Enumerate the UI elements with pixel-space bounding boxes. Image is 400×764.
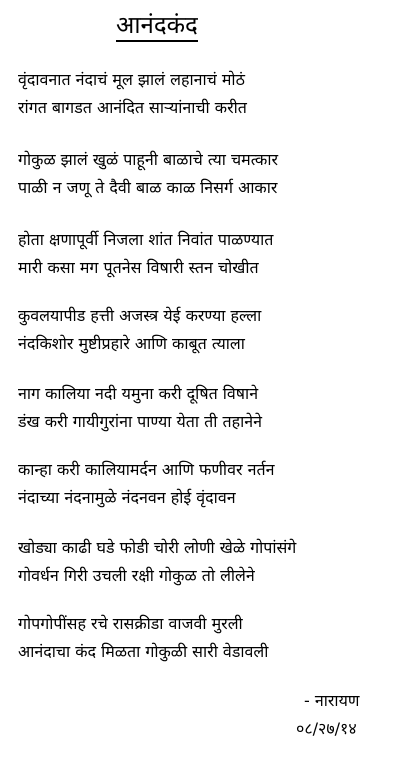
poem-line: नंदाच्या नंदनामुळे नंदनवन होई वृंदावन <box>18 488 236 507</box>
stanza-2 <box>18 146 388 202</box>
poem-line: डंख करी गायीगुरांना पाण्या येता ती तहानेने <box>18 412 263 431</box>
stanza-8 <box>18 610 388 666</box>
stanza-6 <box>18 456 388 512</box>
stanza-3 <box>18 226 388 282</box>
poem-line: गोवर्धन गिरी उचली रक्षी गोकुळ तो लीलेने <box>18 566 255 585</box>
poem-line: खोड्या काढी घडे फोडी चोरी लोणी खेळे गोपांसंगे <box>18 538 297 557</box>
poem-line: नाग कालिया नदी यमुना करी दूषित विषाने <box>18 384 259 403</box>
stanza-4 <box>18 302 388 358</box>
poem-author: - नारायण <box>304 691 360 710</box>
poem-line: पाळी न जणू ते दैवी बाळ काळ निसर्ग आकार <box>18 178 278 197</box>
poem-line: वृंदावनात नंदाचं मूल झालं लहानाचं मोठं <box>18 70 245 89</box>
poem-line: मारी कसा मग पूतनेस विषारी स्तन चोखीत <box>18 258 259 277</box>
stanza-7 <box>18 534 388 590</box>
poem-line: होता क्षणापूर्वी निजला शांत निवांत पाळण्यात <box>18 230 274 249</box>
poem-line: नंदकिशोर मुष्टीप्रहारे आणि काबूत त्याला <box>18 334 245 353</box>
poem-title: आनंदकंद <box>116 10 198 42</box>
stanza-1 <box>18 66 388 122</box>
poem-line: गोपगोपींसह रचे रासक्रीडा वाजवी मुरली <box>18 614 243 633</box>
poem-line: गोकुळ झालं खुळं पाहूनी बाळाचे त्या चमत्कार <box>18 150 279 169</box>
poem-line: कुवलयापीड हत्ती अजस्त्र येई करण्या हल्ला <box>18 306 262 325</box>
poem-line: आनंदाचा कंद मिळता गोकुळी सारी वेडावली <box>18 642 269 661</box>
poem-line: रांगत बागडत आनंदित साऱ्यांनाची करीत <box>18 98 247 117</box>
stanza-5 <box>18 380 388 436</box>
poem-date: ०८/२७/१४ <box>296 719 357 738</box>
poem-line: कान्हा करी कालियामर्दन आणि फणीवर नर्तन <box>18 460 275 479</box>
